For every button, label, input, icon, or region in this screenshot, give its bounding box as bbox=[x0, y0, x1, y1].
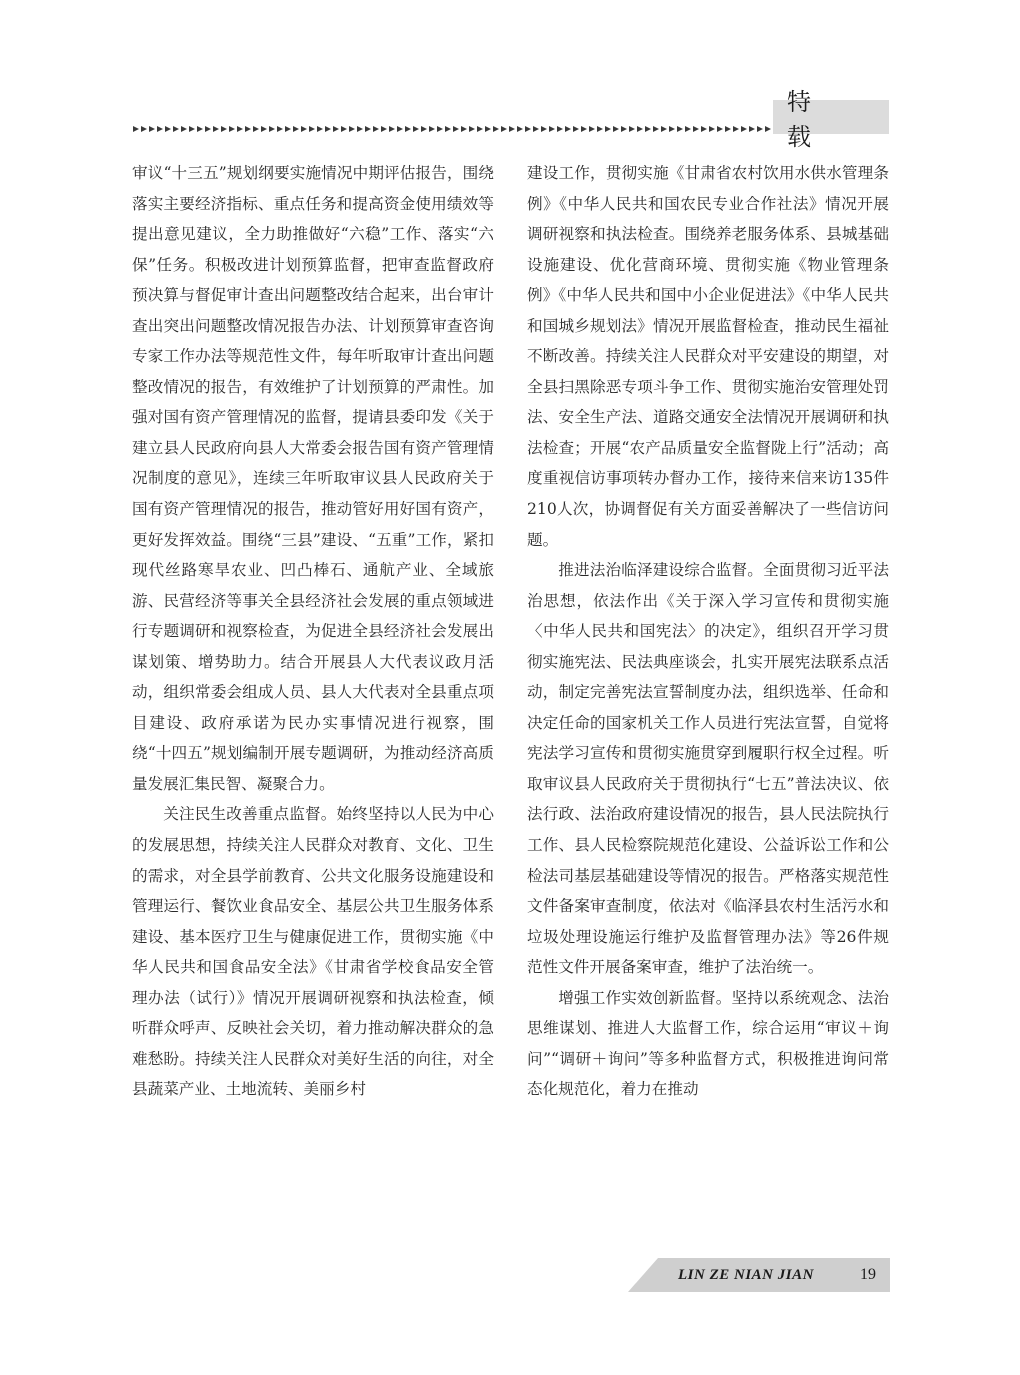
paragraph: 增强工作实效创新监督。坚持以系统观念、法治思维谋划、推进人大监督工作，综合运用“审议＋询问”“调研＋询问”等多种监督方式，积极推进询问常态化规范化，着力在推动 bbox=[527, 988, 889, 1099]
footer-band bbox=[628, 1258, 890, 1292]
header-decorative-rule bbox=[133, 124, 773, 134]
paragraph: 建设工作，贯彻实施《甘肃省农村饮用水供水管理条例》《中华人民共和国农民专业合作社法》情况开展调研视察和执法检查。围绕养老服务体系、县城基础设施建设、优化营商环境、贯彻实施《物业管理条例》《中华人民共和国中小企业促进法》《中华人民共和国城乡规划法》情况开展监督检查，推动民生福祉不断改善。持续关注人民群众对平安建设的期望，对全县扫黑除恶专项斗争工作、贯彻实施治安管理处罚法、安全生产法、道路交通安全法情况开展调研和执法检查；开展“农产品质量安全监督陇上行”活动；高度重视信访事项转办督办工作，接待来信来访135件210人次，协调督促有关方面妥善解决了一些信访问题。 bbox=[527, 164, 889, 549]
paragraph: 推进法治临泽建设综合监督。全面贯彻习近平法治思想，依法作出《关于深入学习宣传和贯彻实施〈中华人民共和国宪法〉的决定》，组织召开学习贯彻实施宪法、民法典座谈会，扎实开展宪法联系点活动，制定完善宪法宣誓制度办法，组织选举、任命和决定任命的国家机关工作人员进行宪法宣誓，自觉将宪法学习宣传和贯彻实施贯穿到履职行权全过程。听取审议县人民政府关于贯彻执行“七五”普法决议、依法行政、法治政府建设情况的报告，县人民法院执行工作、县人民检察院规范化建设、公益诉讼工作和公检法司基层基础建设等情况的报告。严格落实规范性文件备案审查制度，依法对《临泽县农村生活污水和垃圾处理设施运行维护及监督管理办法》等26件规范性文件开展备案审查，维护了法治统一。 bbox=[527, 561, 889, 977]
journal-title: LIN ZE NIAN JIAN bbox=[678, 1267, 814, 1283]
paragraph: 关注民生改善重点监督。始终坚持以人民为中心的发展思想，持续关注人民群众对教育、文化、卫生的需求，对全县学前教育、公共文化服务设施建设和管理运行、餐饮业食品安全、基层公共卫生服务体系建设、基本医疗卫生与健康促进工作，贯彻实施《中华人民共和国食品安全法》《甘肃省学校食品安全管理办法（试行）》情况开展调研视察和执法检查，倾听群众呼声、反映社会关切，着力推动解决群众的急难愁盼。持续关注人民群众对美好生活的向往，对全县蔬菜产业、土地流转、美丽乡村 bbox=[132, 805, 494, 1099]
left-column bbox=[132, 158, 494, 1105]
paragraph: 审议“十三五”规划纲要实施情况中期评估报告，围绕落实主要经济指标、重点任务和提高资金使用绩效等提出意见建议，全力助推做好“六稳”工作、落实“六保”任务。积极改进计划预算监督，把审查监督政府预决算与督促审计查出问题整改结合起来，出台审计查出突出问题整改情况报告办法、计划预算审查咨询专家工作办法等规范性文件，每年听取审计查出问题整改情况的报告，有效维护了计划预算的严肃性。加强对国有资产管理情况的监督，提请县委印发《关于建立县人民政府向县人大常委会报告国有资产管理情况制度的意见》，连续三年听取审议县人民政府关于国有资产管理情况的报告，推动管好用好国有资产，更好发挥效益。围绕“三县”建设、“五重”工作，紧扣现代丝路寒旱农业、凹凸棒石、通航产业、全域旅游、民营经济等事关全县经济社会发展的重点领域进行专题调研和视察检查，为促进全县经济社会发展出谋划策、增势助力。结合开展县人大代表议政月活动，组织常委会组成人员、县人大代表对全县重点项目建设、政府承诺为民办实事情况进行视察，围绕“十四五”规划编制开展专题调研，为推动经济高质量发展汇集民智、凝聚合力。 bbox=[132, 164, 494, 793]
right-column bbox=[527, 158, 889, 1105]
section-tab: 特 载 bbox=[773, 100, 889, 134]
page-number: 19 bbox=[860, 1266, 876, 1283]
